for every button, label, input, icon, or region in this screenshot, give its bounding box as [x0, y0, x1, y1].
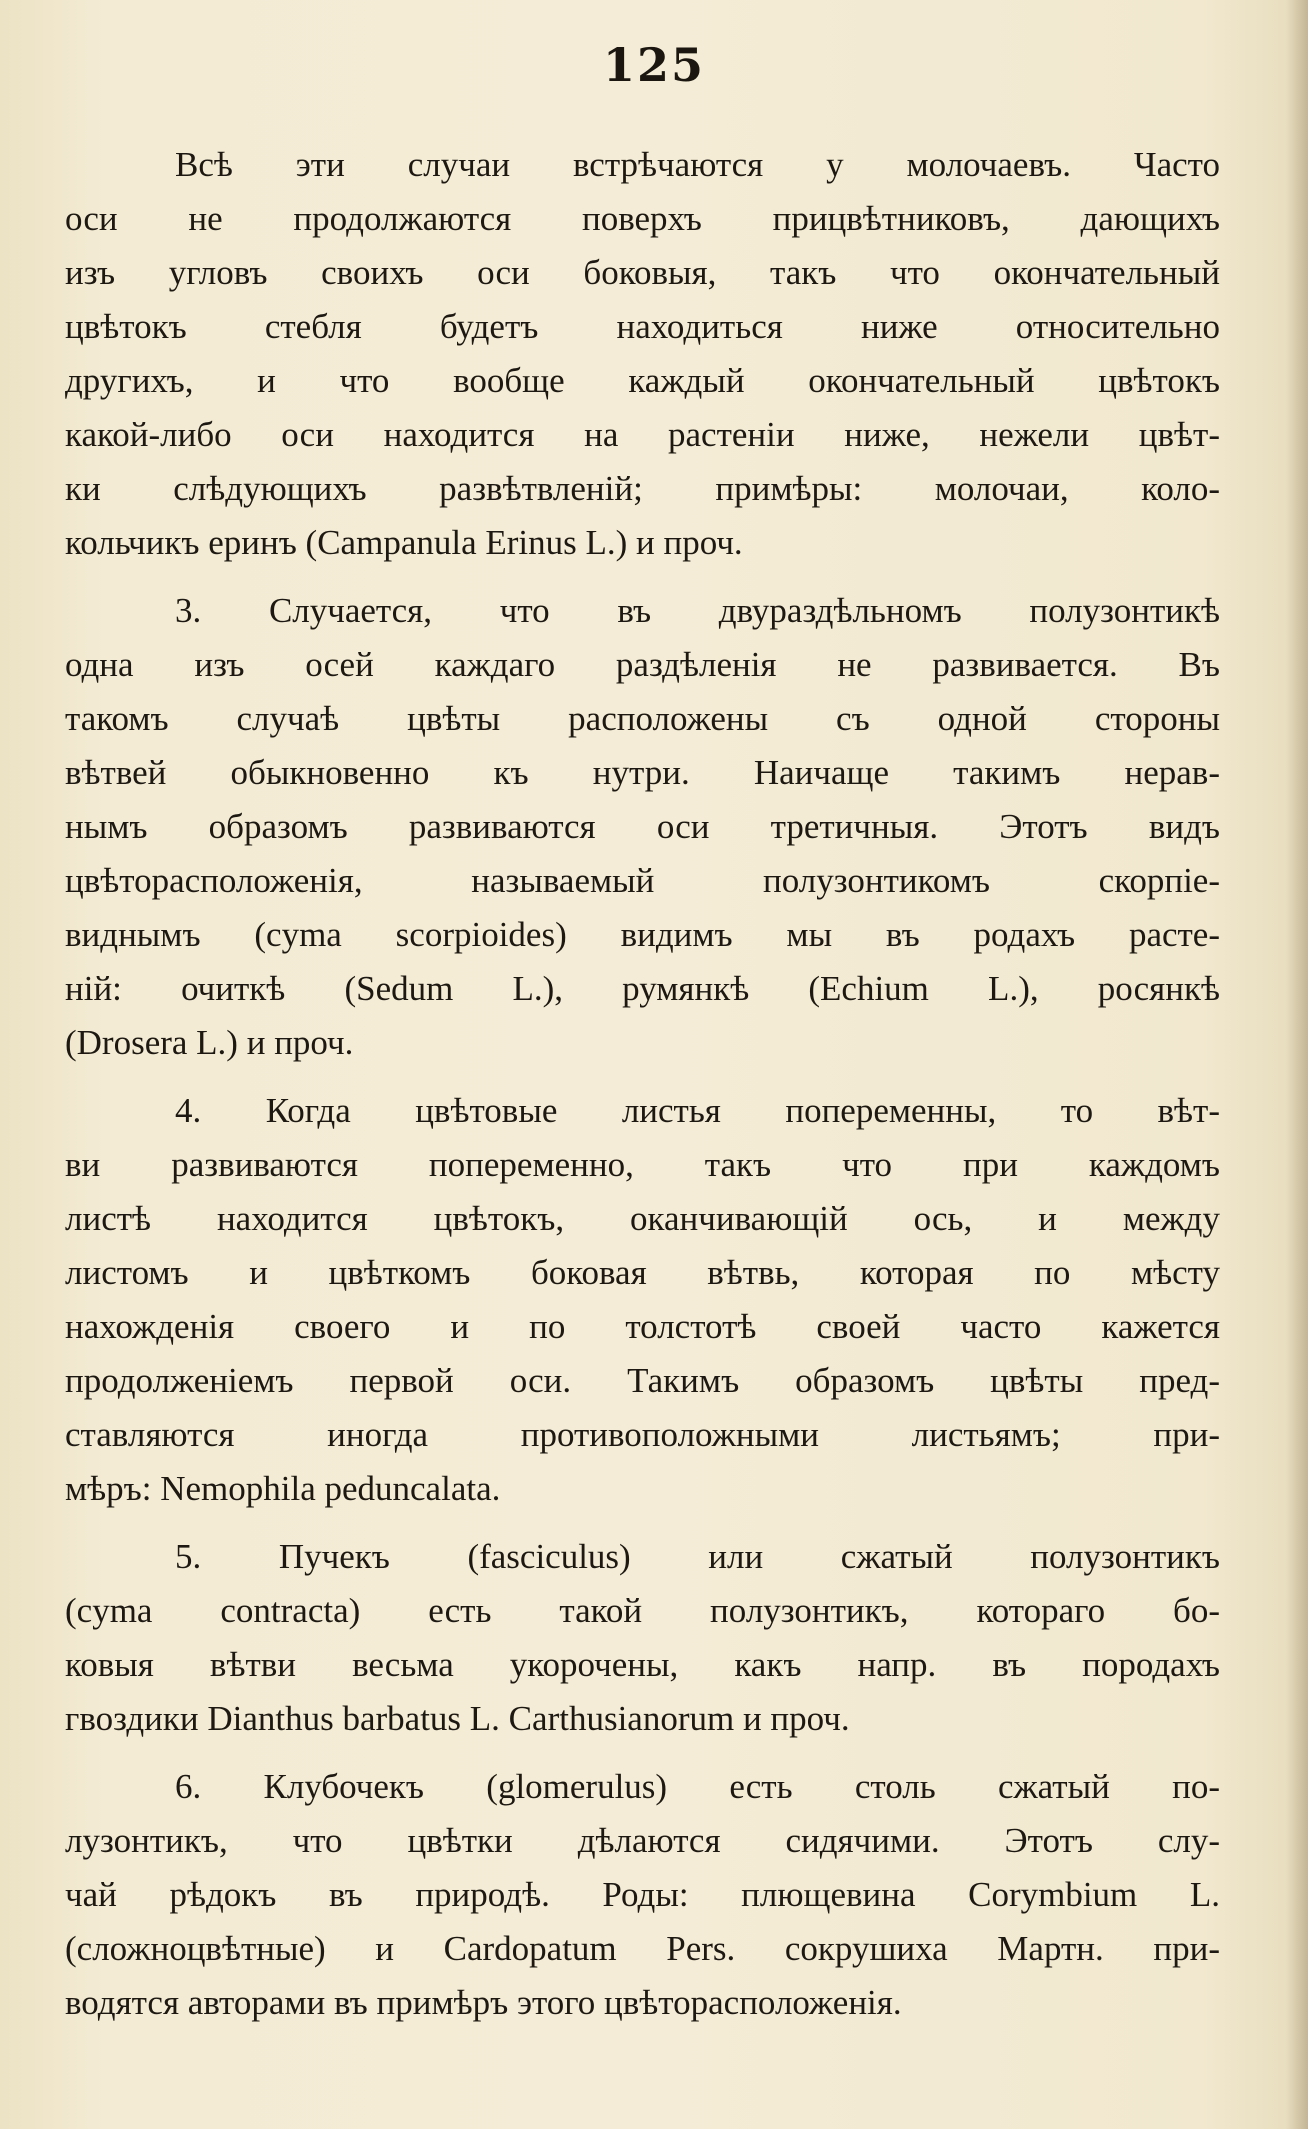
text-line: виднымъ (cyma scorpioides) видимъ мы въ родахъ расте-: [65, 915, 1220, 954]
text-line: другихъ, и что вообще каждый окончательный цвѣтокъ: [65, 361, 1220, 400]
text-line: ви развиваются попеременно, такъ что при каждомъ: [65, 1145, 1220, 1184]
text-line: листомъ и цвѣткомъ боковая вѣтвь, которая по мѣсту: [65, 1253, 1220, 1292]
text-line: 6. Клубочекъ (glomerulus) есть столь сжатый по-: [175, 1767, 1220, 1806]
text-line: нiй: очиткѣ (Sedum L.), румянкѣ (Echium L.), росянкѣ: [65, 969, 1220, 1008]
text-line: листѣ находится цвѣтокъ, оканчивающiй ось, и между: [65, 1199, 1220, 1238]
paragraph-5: [65, 1760, 1220, 2030]
text-line: 4. Когда цвѣтовые листья попеременны, то вѣт-: [175, 1091, 1220, 1130]
text-line: гвоздики Dianthus barbatus L. Carthusianorum и проч.: [65, 1699, 850, 1738]
text-line: водятся авторами въ примѣръ этого цвѣторасположенiя.: [65, 1983, 902, 2022]
text-line: 5. Пучекъ (fasciculus) или сжатый полузонтикъ: [175, 1537, 1220, 1576]
text-line: мѣръ: Nemophila peduncalata.: [65, 1469, 501, 1508]
text-line: одна изъ осей каждаго раздѣленiя не развивается. Въ: [65, 645, 1220, 684]
text-line: оси не продолжаются поверхъ прицвѣтниковъ, дающихъ: [65, 199, 1220, 238]
paragraph-2: [65, 584, 1220, 1070]
text-line: какой-либо оси находится на растенiи ниже, нежели цвѣт-: [65, 415, 1220, 454]
text-line: кольчикъ еринъ (Campanula Erinus L.) и проч.: [65, 523, 743, 562]
text-line: чай рѣдокъ въ природѣ. Роды: плющевина Corymbium L.: [65, 1875, 1220, 1914]
text-line: ки слѣдующихъ развѣтвленiй; примѣры: молочаи, коло-: [65, 469, 1220, 508]
text-line: (cyma contracta) есть такой полузонтикъ, котораго бо-: [65, 1591, 1220, 1630]
paragraph-3: [65, 1084, 1220, 1516]
text-line: изъ угловъ своихъ оси боковыя, такъ что окончательный: [65, 253, 1220, 292]
text-line: лузонтикъ, что цвѣтки дѣлаются сидячими. Этотъ слу-: [65, 1821, 1220, 1860]
text-line: Всѣ эти случаи встрѣчаются у молочаевъ. Часто: [175, 145, 1220, 184]
text-line: (сложноцвѣтные) и Cardopatum Pers. сокрушиха Мартн. при-: [65, 1929, 1220, 1968]
text-line: нахожденiя своего и по толстотѣ своей часто кажется: [65, 1307, 1220, 1346]
paragraph-4: [65, 1530, 1220, 1746]
page-number: 125: [602, 38, 706, 92]
text-line: цвѣторасположенiя, называемый полузонтикомъ скорпiе-: [65, 861, 1220, 900]
text-line: ковыя вѣтви весьма укорочены, какъ напр. въ породахъ: [65, 1645, 1220, 1684]
text-line: (Drosera L.) и проч.: [65, 1023, 354, 1062]
text-line: 3. Случается, что въ двураздѣльномъ полузонтикѣ: [175, 591, 1220, 630]
text-line: ставляются иногда противоположными листьямъ; при-: [65, 1415, 1220, 1454]
paragraph-1: [65, 138, 1220, 570]
page-text: [65, 138, 1220, 2044]
text-line: нымъ образомъ развиваются оси третичныя. Этотъ видъ: [65, 807, 1220, 846]
text-line: продолженiемъ первой оси. Такимъ образомъ цвѣты пред-: [65, 1361, 1220, 1400]
text-line: такомъ случаѣ цвѣты расположены съ одной стороны: [65, 699, 1220, 738]
text-line: вѣтвей обыкновенно къ нутри. Наичаще такимъ нерав-: [65, 753, 1220, 792]
text-line: цвѣтокъ стебля будетъ находиться ниже относительно: [65, 307, 1220, 346]
